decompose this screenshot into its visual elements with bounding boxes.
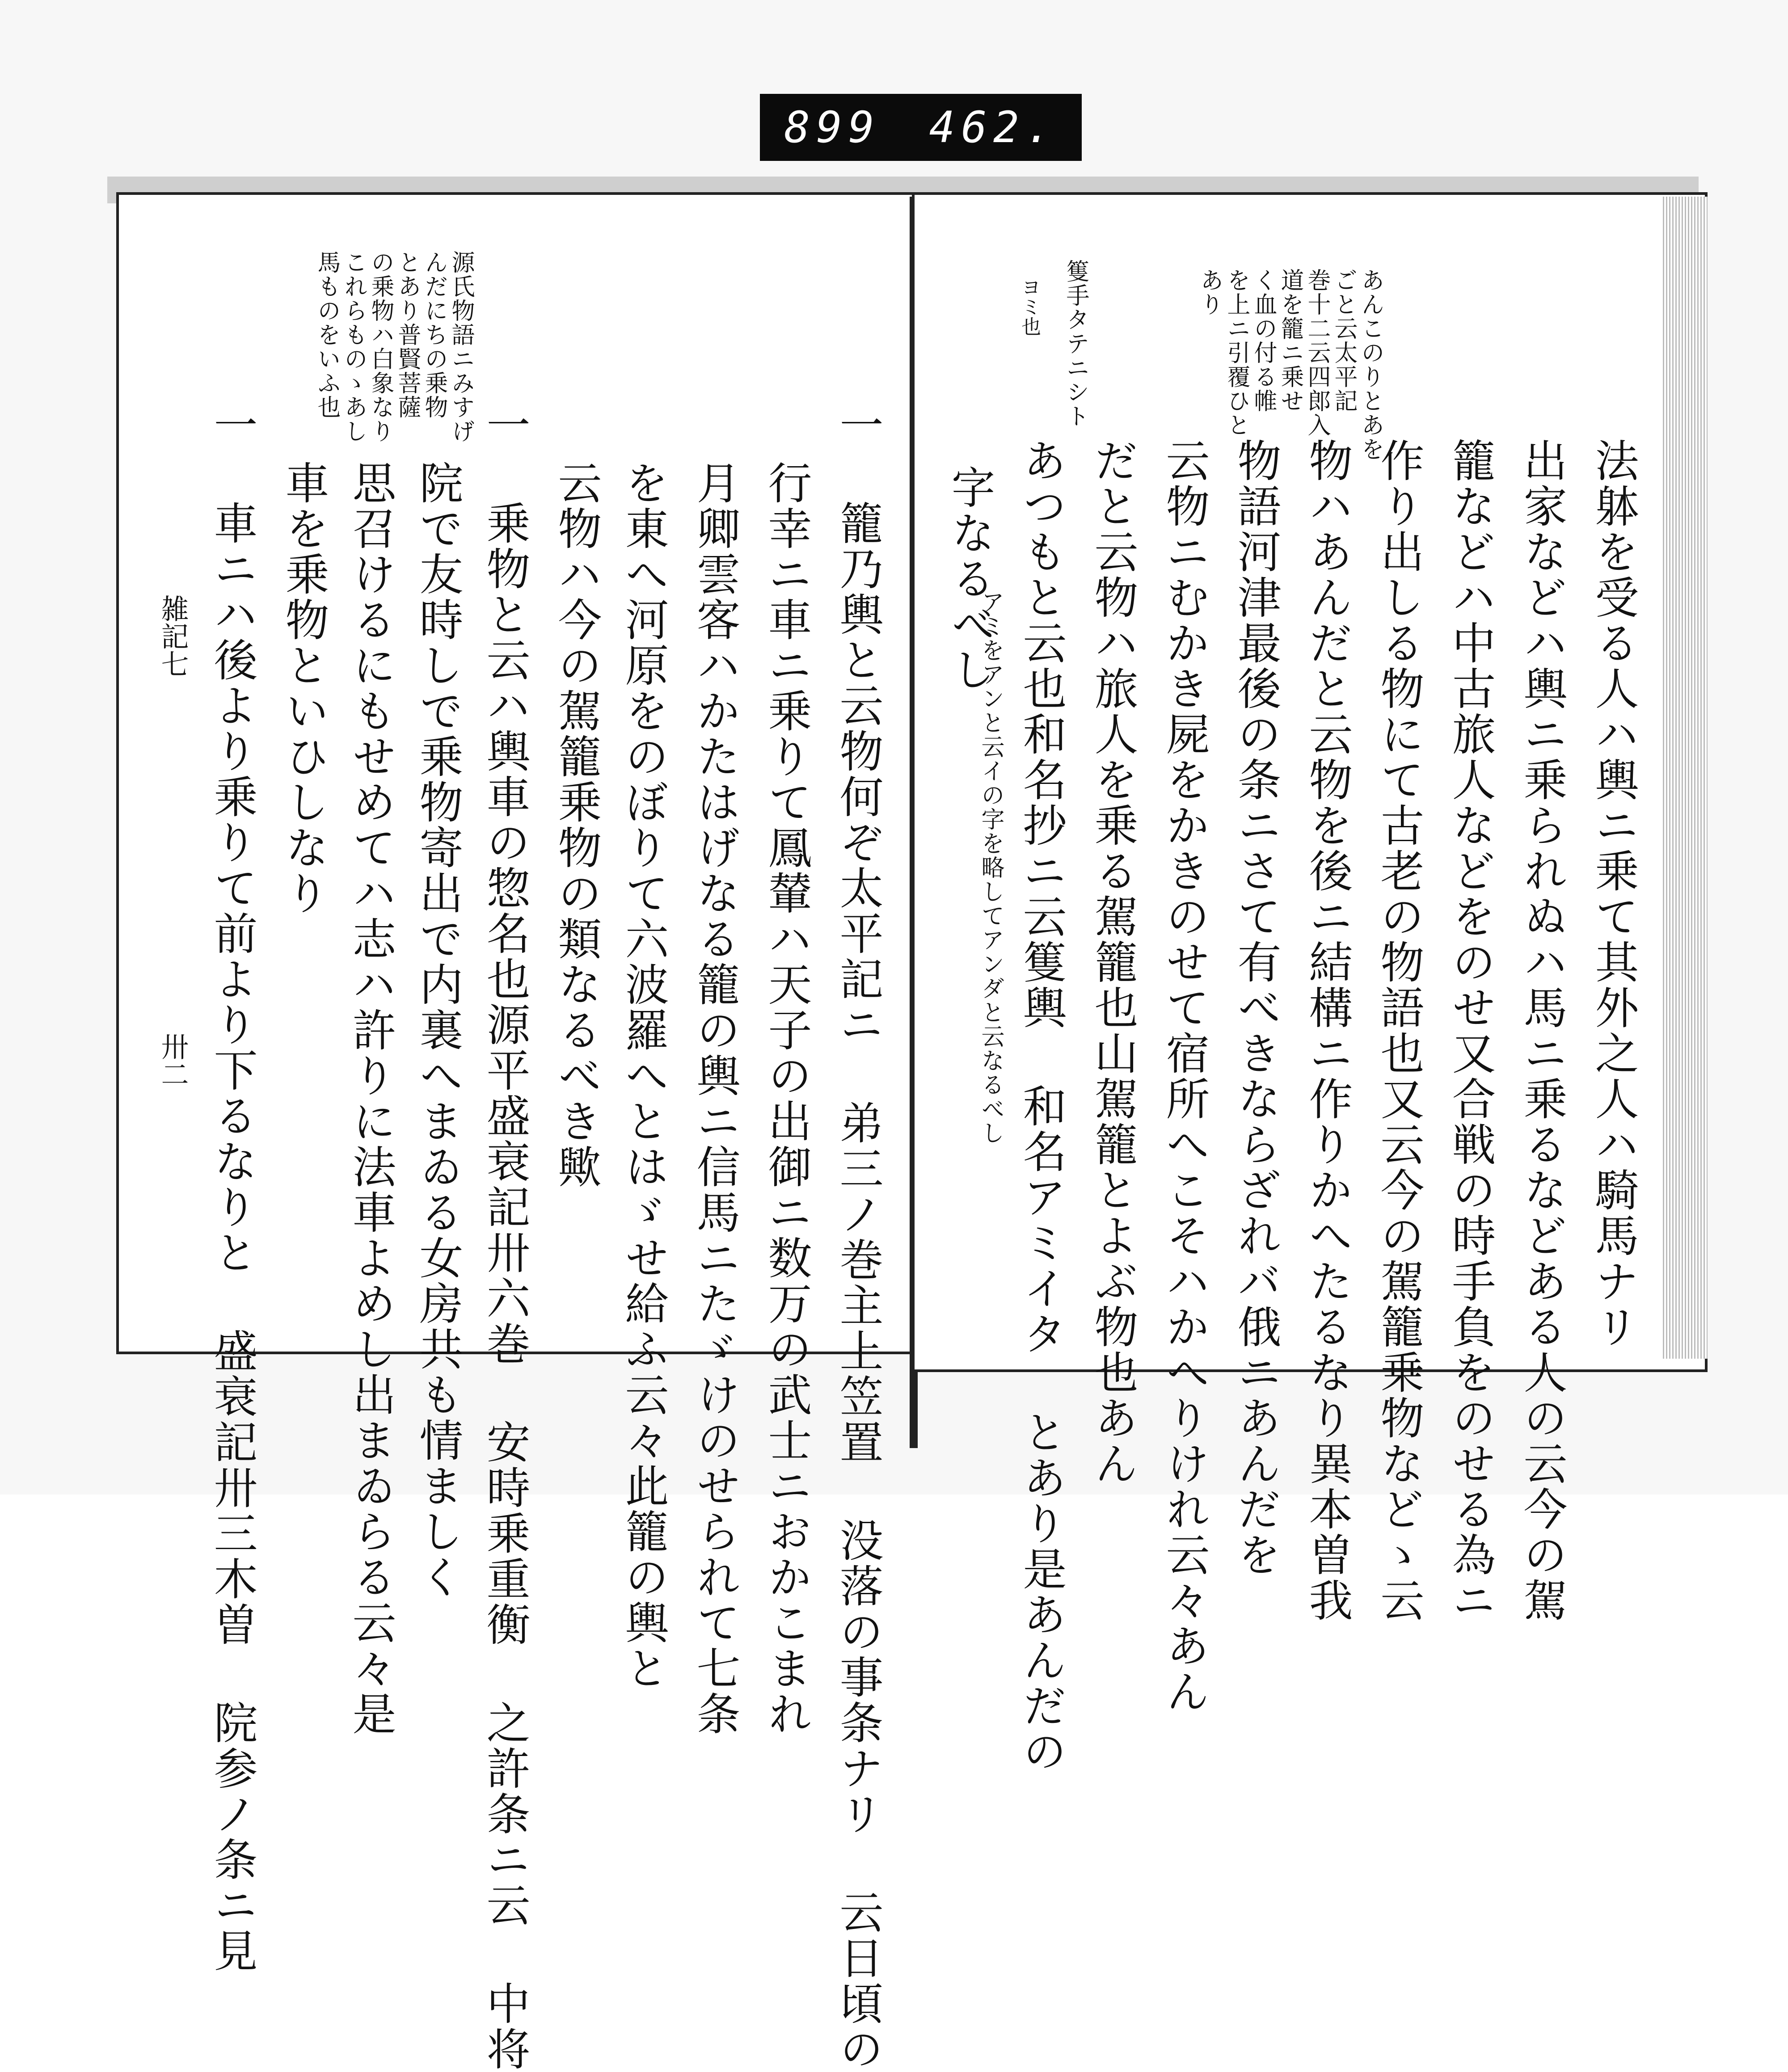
- left-page-number: 卅二: [156, 1032, 189, 1088]
- left-head-note-1: 源氏物語ニみすげ: [447, 250, 474, 443]
- left-col-1: 一 籠乃輿と云物何ぞ太平記ニ 弟三ノ巻主上笠置 没落の事条ナリ 云日頃の: [832, 402, 883, 2072]
- page-edges: [1663, 197, 1708, 1359]
- left-head-note-2: んだにちの乗物: [421, 250, 447, 419]
- left-col-8: 思召けるにもせめてハ志ハ許りに法車よめし出まゐらる云々是: [345, 460, 396, 1737]
- right-annotation: アミをアンと云イの字を略してアンダと云なるべし: [977, 590, 1004, 1145]
- left-col-10: 一 車ニハ後より乗りて前より下るなりと 盛衰記卅三木曽 院参ノ条ニ見: [207, 402, 257, 1974]
- right-head-note-1: あんこのりとあを: [1357, 268, 1384, 461]
- right-col-3: 籠などハ中古旅人などをのせ又合戦の時手負をのせる為ニ: [1445, 438, 1496, 1623]
- left-head-note-4: の乗物ハ白象なり: [367, 250, 394, 443]
- catalog-number-left: 899: [784, 102, 881, 152]
- right-side-note-2: ヨミ也: [1018, 277, 1041, 336]
- left-col-3: 月卿雲客ハかたはげなる籠の輿ニ信馬ニたゞけのせられて七条: [689, 460, 740, 1737]
- catalog-number-right: 462.: [929, 102, 1058, 152]
- right-head-note-7: あり: [1196, 268, 1223, 316]
- right-col-5: 物ハあんだと云物を後ニ結構ニ作りかへたるなり異本曽我: [1302, 438, 1353, 1623]
- right-col-9: あつもと云也和名抄ニ云篗輿 和名アミイタ とあり是あんだの: [1016, 438, 1067, 1774]
- left-head-note-6: 馬ものをいふ也: [313, 250, 340, 419]
- right-head-note-6: を上ニ引覆ひと: [1223, 268, 1250, 437]
- left-col-6: 一 乗物と云ハ輿車の惣名也源平盛衰記卅六巻 安時乗重衡 之許条ニ云 中将: [479, 402, 530, 2072]
- right-col-8: だと云物ハ旅人を乗る駕籠也山駕籠とよぶ物也あん: [1087, 438, 1138, 1487]
- right-head-note-2: ごと云太平記: [1330, 268, 1357, 413]
- left-col-4: を東へ河原をのぼりて六波羅へとはゞせ給ふ云々此籠の輿と: [618, 460, 669, 1691]
- right-head-note-3: 巻十二云四郎入: [1303, 268, 1330, 437]
- right-col-7: 云物ニむかき屍をかきのせて宿所へこそハかへりけれ云々あん: [1159, 438, 1210, 1714]
- right-side-note-1: 篗手タテニシト: [1062, 259, 1089, 428]
- right-col-10: 字なるべし: [944, 465, 995, 693]
- right-head-note-4: 道を籠ニ乗せ: [1277, 268, 1303, 413]
- left-head-note-5: これらものゝあし: [340, 250, 367, 443]
- left-col-2: 行幸ニ車ニ乗りて鳳輦ハ天子の出御ニ数万の武士ニおかこまれ: [761, 460, 812, 1737]
- left-col-7: 院で友時しで乗物寄出で内裏へまゐる女房共も情ましく: [412, 460, 463, 1600]
- right-col-6: 物語河津最後の条ニさて有べきならざれバ俄ニあんだを: [1230, 438, 1281, 1578]
- catalog-number-label: [760, 94, 1082, 161]
- left-footer-title: 雑記七: [156, 594, 189, 678]
- right-col-1: 法躰を受る人ハ輿ニ乗て其外之人ハ騎馬ナリ: [1588, 438, 1639, 1350]
- left-head-note-3: とあり普賢菩薩: [394, 250, 421, 419]
- left-col-5: 云物ハ今の駕籠乗物の類なるべき歟: [551, 460, 602, 1190]
- right-head-note-5: く血の付る帷: [1250, 268, 1277, 413]
- left-col-9: 車を乗物といひしなり: [278, 460, 329, 916]
- right-col-2: 出家などハ輿ニ乗られぬハ馬ニ乗るなどある人の云今の駕: [1516, 438, 1567, 1623]
- right-col-4: 作り出しる物にて古老の物語也又云今の駕籠乗物などゝ云: [1373, 438, 1424, 1623]
